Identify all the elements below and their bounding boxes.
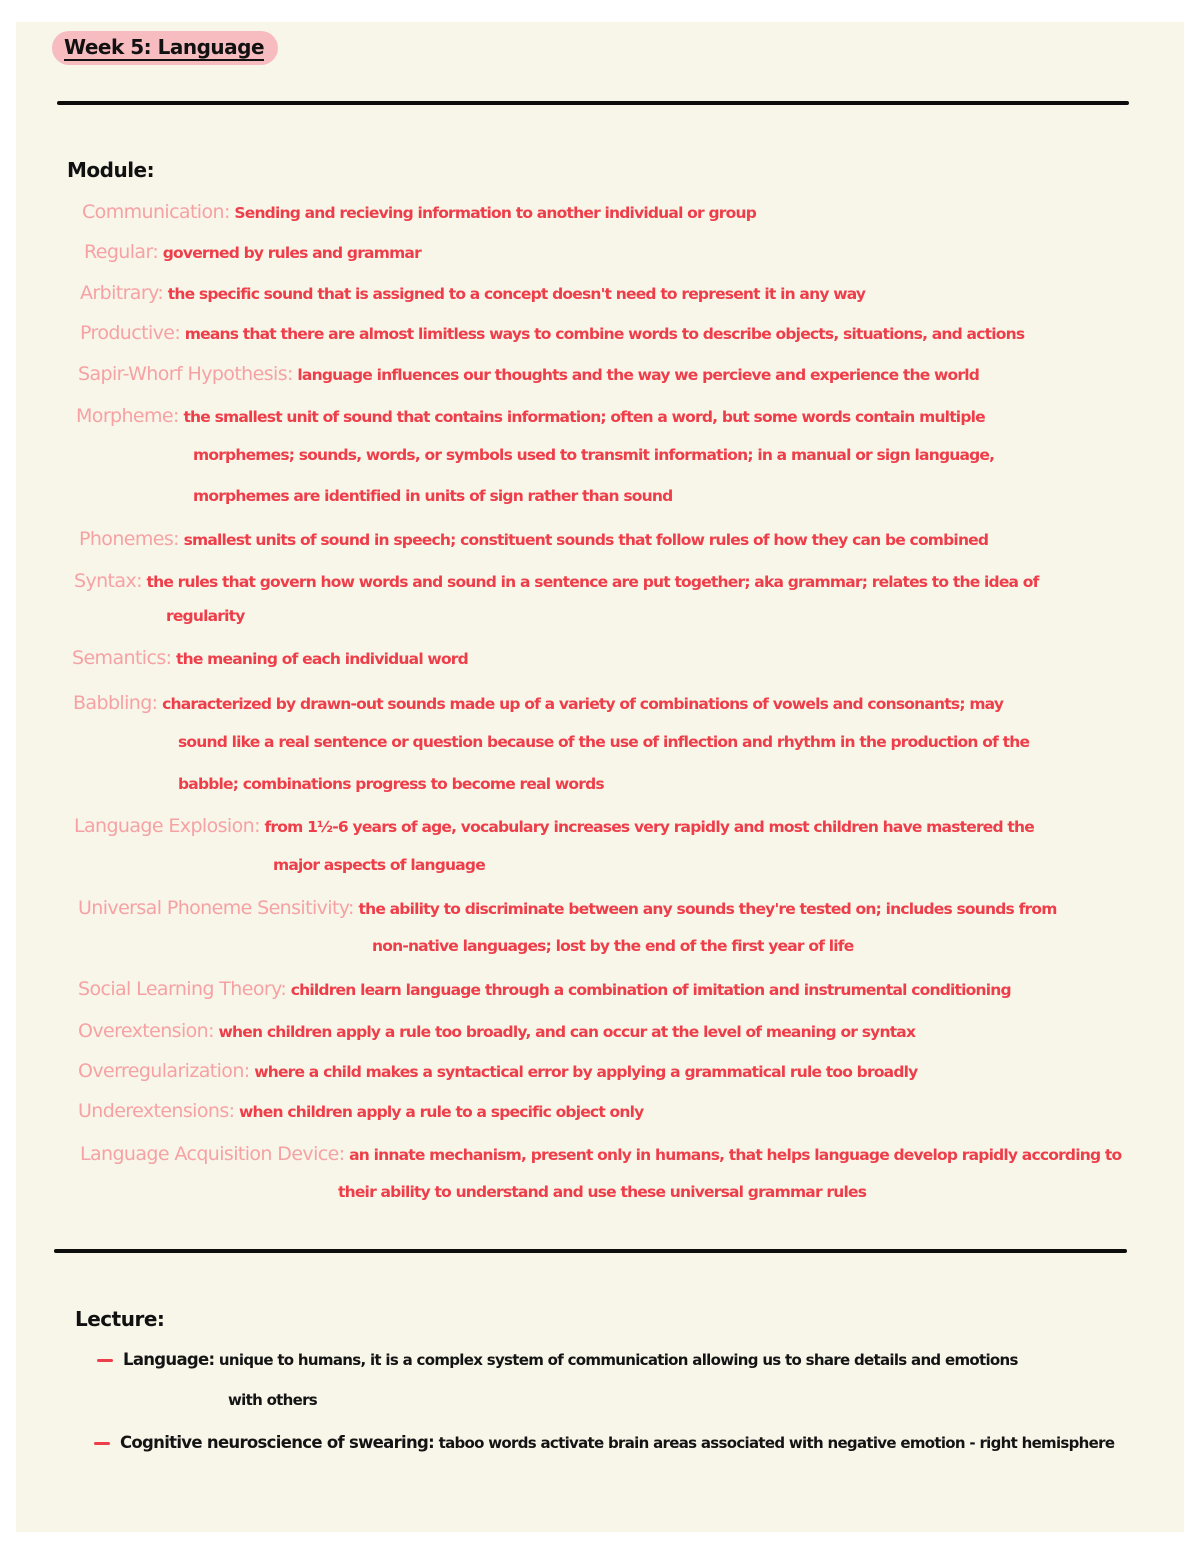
entry-definition: where a child makes a syntactical error by applying a grammatical rule too broadly (254, 1063, 918, 1081)
entry-term: Phonemes: (79, 528, 179, 550)
entry-definition: the smallest unit of sound that contains information; often a word, but some words contain multiple (183, 408, 985, 426)
divider-top (57, 101, 1129, 105)
entry-term: Language Acquisition Device: (80, 1143, 345, 1165)
module-entry (78, 354, 979, 395)
entry-term: Syntax: (74, 570, 142, 592)
dash-bullet-icon (94, 1442, 110, 1445)
entry-definition-continued: babble; combinations progress to become real words (178, 775, 604, 793)
entry-definition: the ability to discriminate between any sounds they're tested on; includes sounds from (358, 900, 1057, 918)
entry-term: Babbling: (73, 692, 158, 714)
entry-term: Semantics: (72, 647, 172, 669)
module-entry (78, 1051, 917, 1092)
entry-definition: smallest units of sound in speech; constituent sounds that follow rules of how they can be combined (183, 531, 989, 549)
entry-definition: when children apply a rule to a specific object only (239, 1103, 644, 1121)
lecture-entry (97, 1350, 1018, 1369)
entry-definition-continued: non-native languages; lost by the end of the first year of life (372, 937, 854, 955)
entry-term: Sapir-Whorf Hypothesis: (78, 363, 293, 385)
module-entry (78, 1011, 915, 1052)
entry-definition: the rules that govern how words and sound in a sentence are put together; aka grammar; relates to the idea of (146, 573, 1039, 591)
title-highlight (52, 31, 278, 65)
page-title: Week 5: Language (64, 35, 265, 59)
entry-definition: unique to humans, it is a complex system of communication allowing us to share details and emotions (218, 1351, 1018, 1369)
entry-definition: governed by rules and grammar (162, 244, 421, 262)
lecture-heading: Lecture: (75, 1307, 165, 1331)
entry-definition-continued: morphemes; sounds, words, or symbols used to transmit information; in a manual or sign language, (193, 446, 995, 464)
entry-term: Communication: (82, 201, 230, 223)
entry-term: Productive: (80, 322, 181, 344)
module-entry (78, 969, 1011, 1010)
entry-definition-continued: sound like a real sentence or question because of the use of inflection and rhythm in the production of the (178, 733, 1030, 751)
entry-definition: from 1½-6 years of age, vocabulary increases very rapidly and most children have mastered the (264, 818, 1034, 836)
entry-term: Universal Phoneme Sensitivity: (78, 897, 354, 919)
entry-term: Arbitrary: (80, 282, 164, 304)
entry-definition: means that there are almost limitless ways to combine words to describe objects, situations, and actions (184, 325, 1025, 343)
entry-definition: when children apply a rule too broadly, and can occur at the level of meaning or syntax (218, 1023, 916, 1041)
entry-definition: Sending and recieving information to another individual or group (234, 204, 756, 222)
entry-definition: children learn language through a combination of imitation and instrumental conditioning (290, 981, 1011, 999)
module-entry (74, 806, 1034, 847)
module-entry (82, 192, 756, 233)
module-heading: Module: (67, 158, 155, 182)
entry-definition: the meaning of each individual word (176, 650, 468, 668)
module-entry (80, 1134, 1121, 1175)
entry-definition: an innate mechanism, present only in humans, that helps language develop rapidly according to (349, 1146, 1122, 1164)
entry-term: Regular: (84, 241, 159, 263)
module-entry (78, 1091, 643, 1132)
entry-term: Social Learning Theory: (78, 978, 287, 1000)
module-entry (79, 519, 988, 560)
entry-definition-continued: their ability to understand and use these universal grammar rules (338, 1183, 867, 1201)
module-entry (78, 888, 1057, 929)
entry-term: Underextensions: (78, 1100, 235, 1122)
dash-bullet-icon (97, 1359, 113, 1362)
entry-definition-continued: with others (228, 1391, 318, 1409)
entry-definition-continued: regularity (166, 607, 245, 625)
entry-definition-continued: morphemes are identified in units of sign rather than sound (193, 487, 673, 505)
module-entry (80, 273, 865, 314)
module-entry (74, 561, 1039, 602)
entry-term: Morpheme: (76, 405, 179, 427)
entry-term: Overregularization: (78, 1060, 250, 1082)
entry-definition: language influences our thoughts and the way we percieve and experience the world (297, 366, 980, 384)
entry-definition-continued: major aspects of language (273, 856, 485, 874)
module-entry (76, 396, 985, 437)
module-entry (80, 313, 1024, 354)
module-entry (73, 683, 1003, 724)
entry-term: Overextension: (78, 1020, 214, 1042)
module-entry (72, 638, 468, 679)
entry-term: Language Explosion: (74, 815, 260, 837)
entry-term: Language: (123, 1350, 215, 1369)
entry-term: Cognitive neuroscience of swearing: (120, 1433, 435, 1452)
module-entry (84, 232, 421, 273)
entry-definition: characterized by drawn-out sounds made up of a variety of combinations of vowels and consonants; may (162, 695, 1004, 713)
lecture-entry (94, 1433, 1114, 1452)
entry-definition: taboo words activate brain areas associated with negative emotion - right hemisphere (438, 1434, 1115, 1452)
entry-definition: the specific sound that is assigned to a concept doesn't need to represent it in any way (167, 285, 866, 303)
divider-bottom (54, 1249, 1127, 1253)
